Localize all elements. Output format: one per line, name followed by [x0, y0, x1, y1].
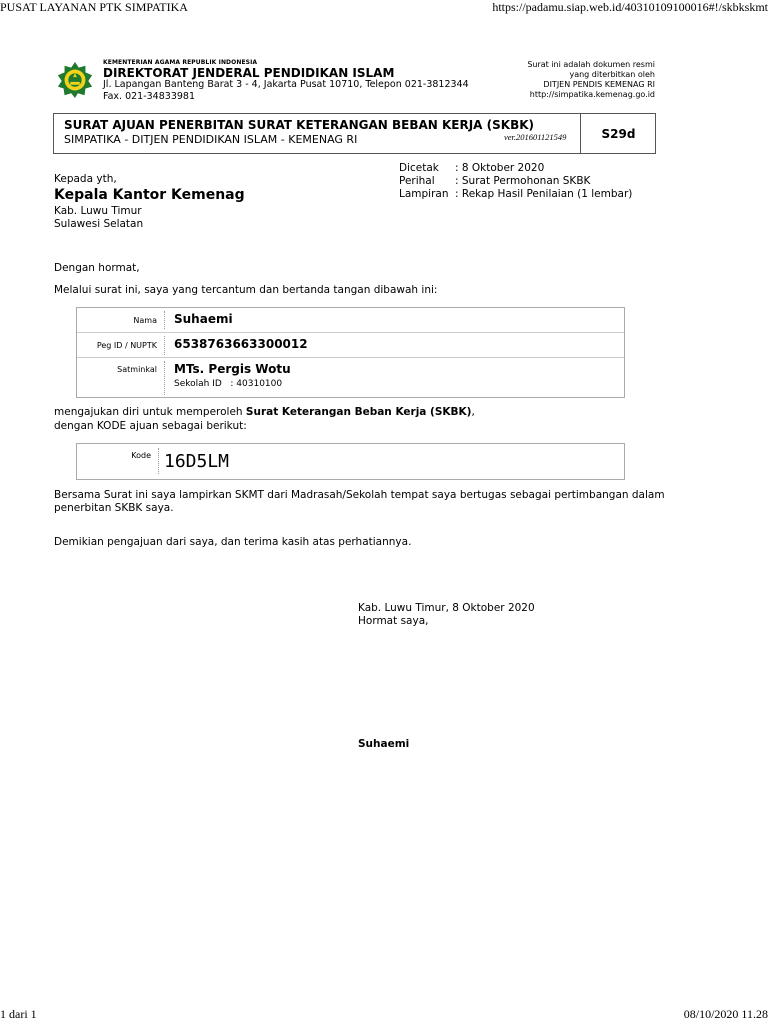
- school-id: Sekolah ID : 40310100: [174, 379, 283, 389]
- request-bold: Surat Keterangan Beban Kerja (SKBK): [245, 406, 472, 418]
- official-note-line: DITJEN PENDIS KEMENAG RI: [543, 80, 655, 89]
- form-code: S29d: [580, 114, 656, 153]
- place-date: Kab. Luwu Timur, 8 Oktober 2020: [358, 602, 535, 614]
- directorate-fax: Fax. 021-34833981: [103, 91, 195, 102]
- regards: Hormat saya,: [358, 615, 429, 627]
- identity-row-name: [77, 308, 624, 332]
- code-value: 16D5LM: [164, 451, 230, 472]
- document-subtitle: SIMPATIKA - DITJEN PENDIDIKAN ISLAM - KEMENAG RI: [64, 133, 358, 146]
- print-header-url: https://padamu.siap.web.id/40310109100016#!/skbkskmt: [492, 0, 768, 14]
- directorate-address: Jl. Lapangan Banteng Barat 3 - 4, Jakarta Pusat 10710, Telepon 021-3812344: [103, 79, 469, 90]
- print-header-title: PUSAT LAYANAN PTK SIMPATIKA: [0, 0, 188, 14]
- identity-row-satminkal: [77, 357, 624, 398]
- recipient-line-1: Kab. Luwu Timur: [54, 205, 142, 217]
- intro-text: Melalui surat ini, saya yang tercantum dan bertanda tangan dibawah ini:: [54, 284, 438, 296]
- print-footer-page: 1 dari 1: [0, 1007, 37, 1021]
- printed-value: : 8 Oktober 2020: [455, 162, 545, 174]
- peg-label: Peg ID / NUPTK: [96, 341, 157, 350]
- identity-table: [76, 307, 625, 398]
- request-line-2: dengan KODE ajuan sebagai berikut:: [54, 420, 247, 432]
- ministry-name: KEMENTERIAN AGAMA REPUBLIK INDONESIA: [103, 59, 258, 66]
- directorate-name: DIREKTORAT JENDERAL PENDIDIKAN ISLAM: [103, 66, 395, 80]
- letter-meta: [399, 162, 632, 201]
- request-line-1: [54, 406, 475, 418]
- identity-row-peg: [77, 332, 624, 358]
- signatory-name: Suhaemi: [358, 738, 410, 750]
- official-document-note: [527, 60, 655, 100]
- request-punct: ,: [471, 406, 475, 418]
- version-label: ver.201601121549: [504, 132, 567, 142]
- name-label: Nama: [133, 316, 157, 325]
- peg-value: 6538763663300012: [174, 337, 308, 351]
- satminkal-label: Satminkal: [117, 365, 157, 374]
- code-label: Kode: [131, 451, 151, 460]
- ministry-logo-icon: [56, 61, 94, 99]
- print-footer-datetime: 08/10/2020 11.28: [683, 1007, 768, 1021]
- code-box: [76, 443, 625, 480]
- attachment-text-line-1: Bersama Surat ini saya lampirkan SKMT dari Madrasah/Sekolah tempat saya bertugas sebagai pertimbangan dalam: [54, 489, 665, 501]
- document-title: SURAT AJUAN PENERBITAN SURAT KETERANGAN BEBAN KERJA (SKBK): [64, 118, 534, 132]
- request-text: mengajukan diri untuk memperoleh: [54, 406, 246, 418]
- official-note-link: http://simpatika.kemenag.go.id: [529, 90, 655, 99]
- recipient-line-2: Sulawesi Selatan: [54, 218, 144, 230]
- recipient-name: Kepala Kantor Kemenag: [54, 187, 245, 203]
- name-value: Suhaemi: [174, 312, 233, 326]
- subject-value: : Surat Permohonan SKBK: [455, 175, 591, 187]
- printed-label: Dicetak: [399, 162, 439, 174]
- recipient-salutation: Kepada yth,: [54, 173, 117, 185]
- attachment-value: : Rekap Hasil Penilaian (1 lembar): [455, 188, 633, 200]
- title-box: [53, 113, 656, 154]
- subject-label: Perihal: [399, 175, 435, 187]
- closing-text: Demikian pengajuan dari saya, dan terima kasih atas perhatiannya.: [54, 536, 412, 548]
- satminkal-value: MTs. Pergis Wotu: [174, 362, 291, 376]
- attachment-label: Lampiran: [399, 188, 449, 200]
- attachment-text-line-2: penerbitan SKBK saya.: [54, 502, 174, 514]
- official-note-line: yang diterbitkan oleh: [569, 70, 655, 79]
- greeting: Dengan hormat,: [54, 262, 140, 274]
- official-note-line: Surat ini adalah dokumen resmi: [527, 60, 655, 69]
